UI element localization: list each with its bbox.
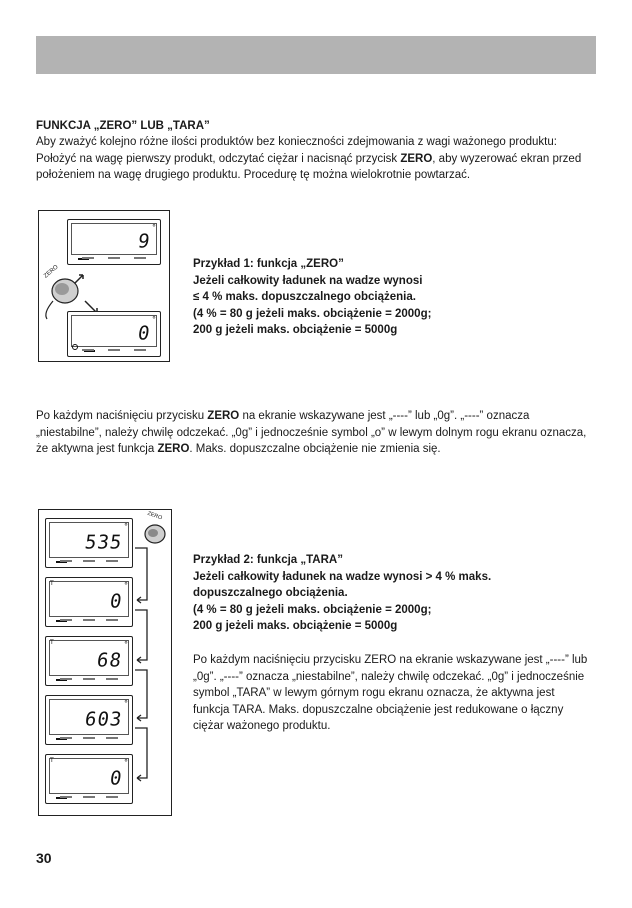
example1-figure (38, 210, 170, 362)
scale-display-4: 603 ° (45, 695, 133, 745)
example2-heading: Przykład 2: funkcja „TARA” Jeżeli całkowity ładunek na wadze wynosi > 4 % maks. dopuszczalnego obciążenia. (4 % = 80 g jeżeli maks. obciążenie = 2000g; 200 g jeżeli maks. obciążenie = 5000g (193, 554, 492, 632)
scale-display-5: T 0 ° (45, 754, 133, 804)
section-title: FUNKCJA „ZERO” LUB „TARA” (36, 120, 210, 132)
example2-figure (38, 509, 172, 816)
after-paragraph: Po każdym naciśnięciu przycisku ZERO na ekranie wskazywane jest „----” lub „0g”. „----” oznacza „niestabilne”, należy chwilę odczekać. „0g” i jednocześnie symbol „o” w lewym dolnym rogu ekranu oznacza, że aktywna jest funkcja ZERO. Maks. dopuszczalne obciążenie nie zmienia się. (36, 410, 587, 455)
scale-display-3: T 68 ° (45, 636, 133, 686)
scale-display-bottom: 0 ° (67, 311, 161, 357)
scale-display-2: T 0 ° (45, 577, 133, 627)
example1-text: Przykład 1: funkcja „ZERO” Jeżeli całkowity ładunek na wadze wynosi ≤ 4 % maks. dopuszczalnego obciążenia. (4 % = 80 g jeżeli maks. obciążenie = 2000g; 200 g jeżeli maks. obciążenie = 5000g (193, 258, 432, 336)
intro-paragraph: Aby zważyć kolejno różne ilości produktów bez konieczności zdejmowania z wagi ważonego produktu: Położyć na wagę pierwszy produkt, odczytać ciężar i nacisnąć przycisk ZERO, aby wyzerować ekran przed położeniem na wagę drugiego produktu. Procedurę tę można wielokrotnie powtarzać. (36, 136, 582, 181)
header-bar (36, 36, 596, 74)
example2-body: Po każdym naciśnięciu przycisku ZERO na ekranie wskazywane jest „----” lub „0g”. „----” oznacza „niestabilne”, należy chwilę odczekać. „0g” i jednocześnie symbol „TARA” w lewym górnym rogu ekranu oznacza, że aktywna jest funkcja TARA. Maks. dopuszczalne obciążenie jest redukowane o łączny ciężar ważonego produktu. (193, 654, 588, 732)
scale-display-top: 9 ° (67, 219, 161, 265)
zero-button-label: ZERO (43, 264, 60, 280)
sequence-arrows (133, 510, 171, 815)
page-number: 30 (36, 850, 52, 866)
section-zero (36, 118, 598, 184)
scale-display-1: 535 ° (45, 518, 133, 568)
zero-button-label-2: ZERO (146, 510, 163, 522)
